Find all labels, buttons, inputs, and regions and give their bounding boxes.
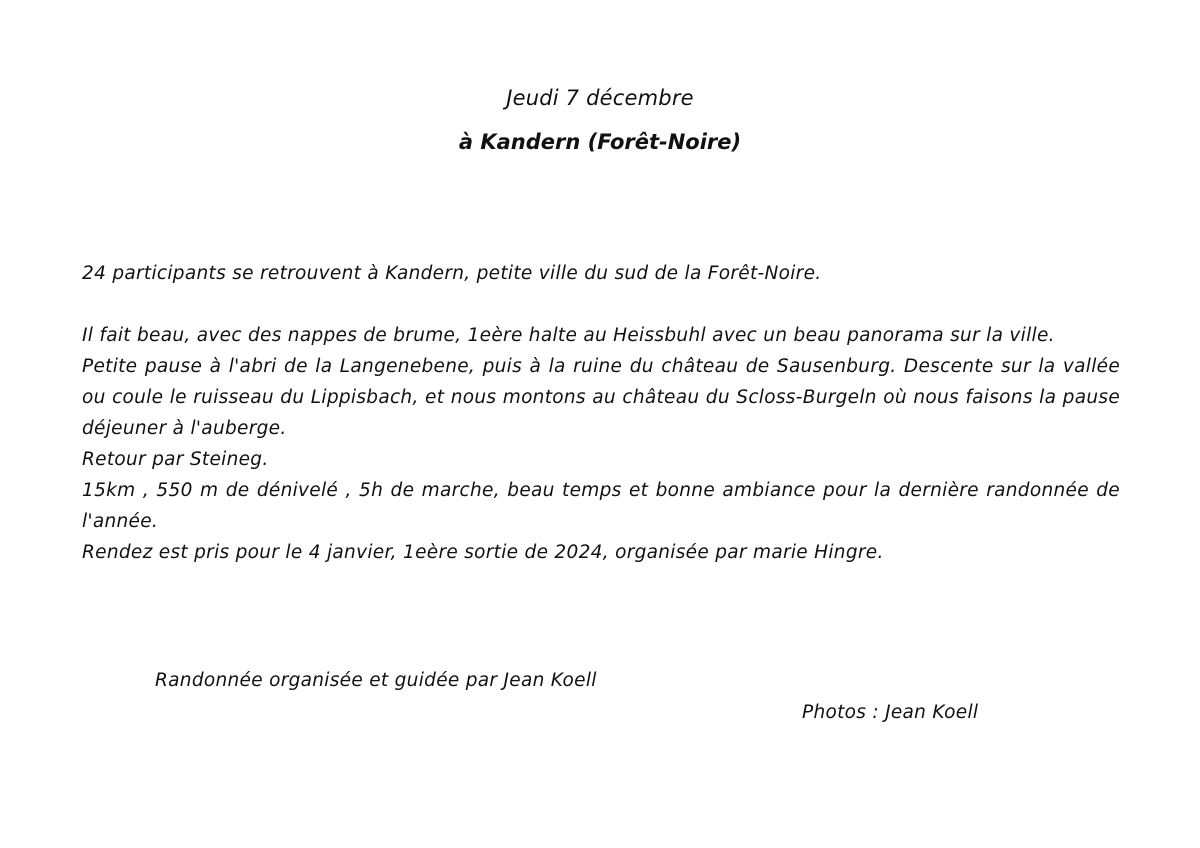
photo-credit: Photos : Jean Koell [802,702,979,723]
report-body [82,258,1120,568]
page-title: à Kandern (Forêt-Noire) [458,130,742,154]
intro-paragraph: 24 participants se retrouvent à Kandern, petite ville du sud de la Forêt-Noire. [82,263,822,284]
page-date: Jeudi 7 décembre [506,86,694,110]
return-paragraph: Retour par Steineg. [82,449,269,470]
route-paragraph: Petite pause à l'abri de la Langenebene, puis à la ruine du château de Sausenburg. Descente sur la vallée ou coule le ruisseau du Lippisbach, et nous montons au château du Scloss-Burgeln où nous faisons la pause déjeuner à l'auberge. [82,356,1120,439]
stats-paragraph: 15km , 550 m de dénivelé , 5h de marche, beau temps et bonne ambiance pour la dernière randonnée de l'année. [82,480,1120,532]
weather-paragraph: Il fait beau, avec des nappes de brume, 1eère halte au Heissbuhl avec un beau panorama sur la ville. [82,325,1055,346]
next-outing-paragraph: Rendez est pris pour le 4 janvier, 1eère sortie de 2024, organisée par marie Hingre. [82,542,884,563]
organizer-credit: Randonnée organisée et guidée par Jean Koell [155,670,597,691]
